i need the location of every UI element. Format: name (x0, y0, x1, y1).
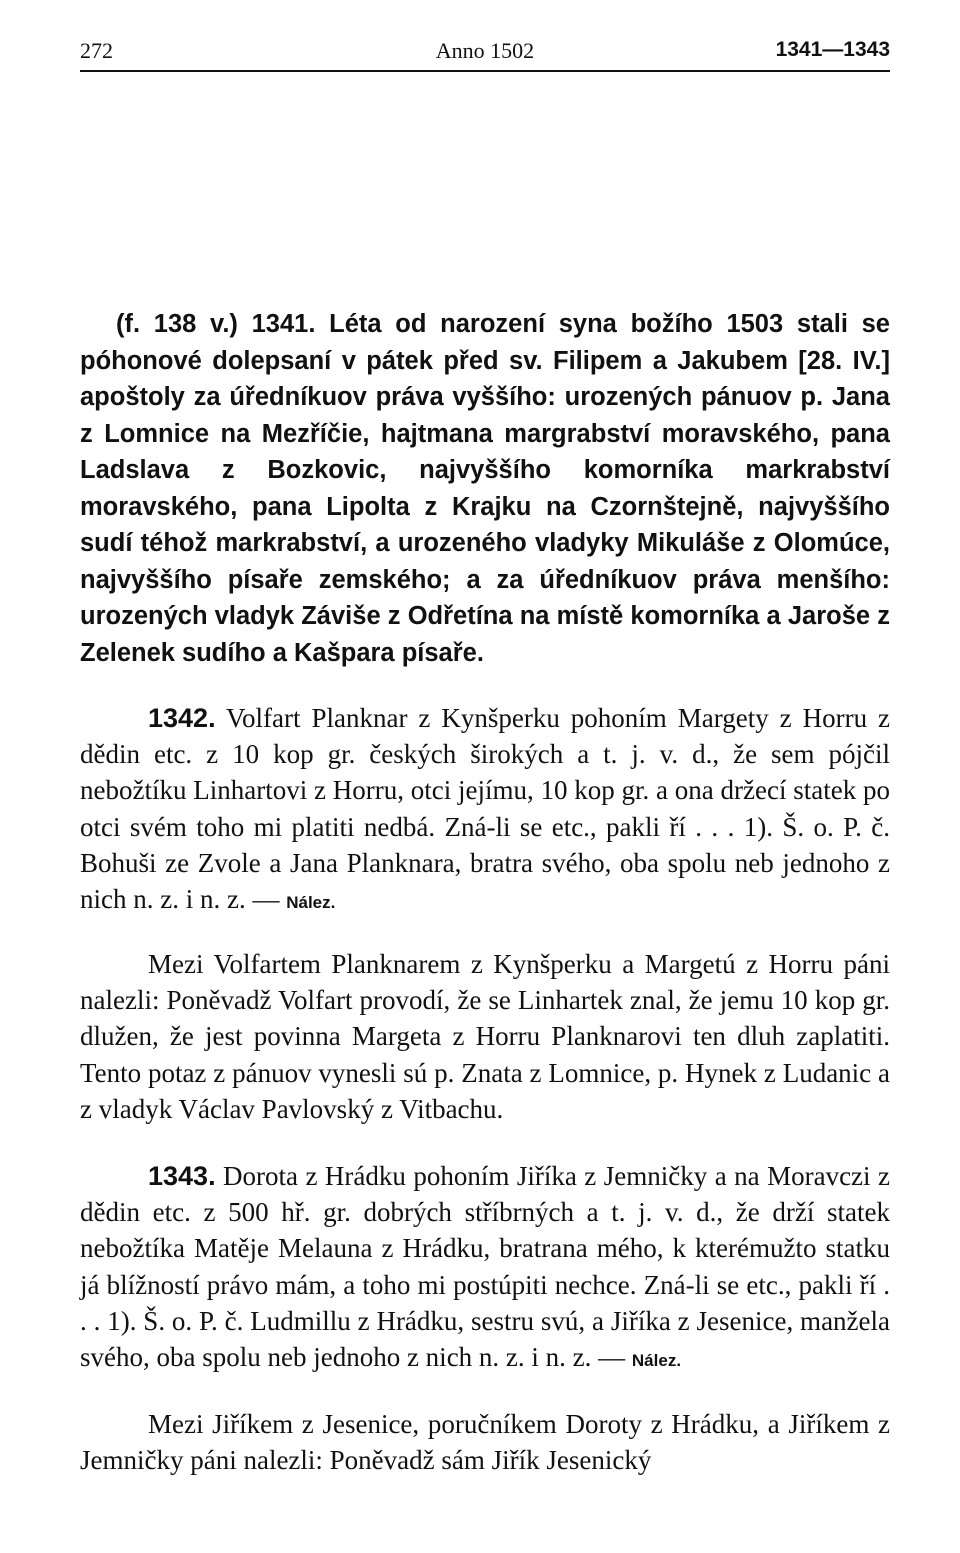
entry-1343-number: 1343. (148, 1161, 216, 1191)
header-year: Anno 1502 (435, 38, 535, 63)
entry-1342-note: Nález. (286, 893, 336, 913)
entry-1342-number: 1342. (148, 703, 216, 733)
header-rule (80, 70, 890, 72)
verdict-1342-paragraph: Mezi Volfartem Planknarem z Kynšperku a Margetú z Horru páni nalezli: Poněvadž Volfart provodí, že se Linhartek znal, že jemu 10 kop gr. dlužen, že jest povinna Margeta z Horru Planknarovi ten dluh zaplatiti. Tento potaz z pánuov vynesli sú p. Znata z Lomnice, p. Hynek z Ludanic a z vladyk Václav Pavlovský z Vitbachu. (80, 949, 890, 1124)
verdict-1343-paragraph: Mezi Jiříkem z Jesenice, poručníkem Doroty z Hrádku, a Jiříkem z Jemničky páni nalezli: Poněvadž sám Jiřík Jesenický (80, 1409, 890, 1476)
entry-1342-text: Volfart Planknar z Kynšperku pohoním Margety z Horru z dědin etc. z 10 kop gr. českých širokých a t. j. v. d., že sem pójčil nebožtíku Linhartovi z Horru, otci jejímu, 10 kop gr. a ona držecí statek po otci svém toho mi platiti nedbá. Zná-li se etc., pakli ří . . . 1). Š. o. P. č. Bohuši ze Zvole a Jana Planknara, bratra svého, oba spolu neb jednoho z nich n. z. i n. z. — (80, 703, 890, 915)
entry-1343-paragraph (80, 1158, 890, 1379)
running-head (80, 38, 890, 68)
entry-1343-note: Nález. (631, 1351, 682, 1371)
entry-1343-text: Dorota z Hrádku pohoním Jiříka z Jemničky a na Moravczi z dědin etc. z 500 hř. gr. dobrých stříbrných a t. j. v. d., že drží statek nebožtíka Matěje Melauna z Hrádku, bratrana mého, k kterémužto statku já blížností právo mám, a toho mi postúpiti nechce. Zná-li se etc., pakli ří . . . 1). Š. o. P. č. Ludmillu z Hrádku, sestru svú, a Jiříka z Jesenice, manžela svého, oba spolu neb jednoho z nich n. z. i n. z. — (80, 1161, 890, 1373)
entry-range: 1341—1343 (775, 38, 890, 61)
page-number: 272 (80, 38, 113, 63)
entry-1342-paragraph (80, 700, 890, 921)
entry-1341-paragraph: (f. 138 v.) 1341. Léta od narození syna božího 1503 stali se póhonové dolepsaní v pátek před sv. Filipem a Jakubem [28. IV.] apoštoly za úředníkuov práva vyššího: urozených pánuov p. Jana z Lomnice na Mezříčie, hajtmana margrabství moravského, pana Ladslava z Bozkovic, najvyššího komorníka markrabství moravského, pana Lipolta z Krajku na Czornštejně, najvyššího sudí téhož markrabství, a urozeného vladyky Mikuláše z Olomúce, najvyššího písaře zemského; a za úředníkuov práva menšího: urozených vladyk Záviše z Odřetína na místě komorníka a Jaroše z Zelenek sudího a Kašpara písaře. (80, 310, 890, 667)
